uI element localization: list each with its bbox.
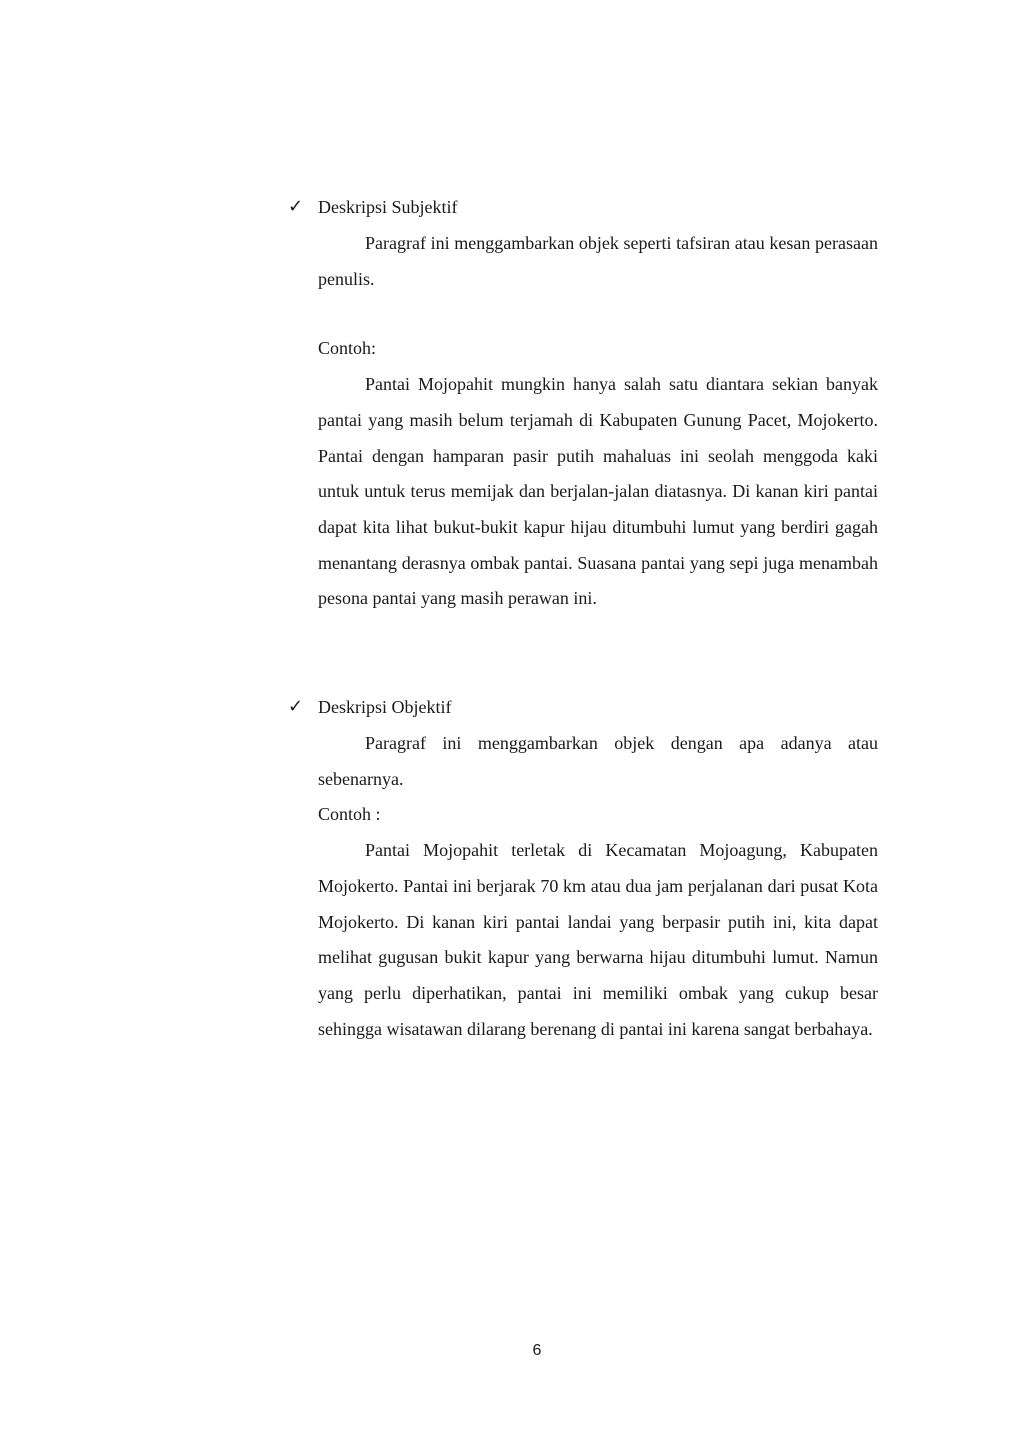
section-body [318, 226, 878, 617]
page-number: 6 [532, 1342, 542, 1359]
section-heading [288, 693, 880, 721]
section-deskripsi-objektif [288, 693, 880, 1047]
checkmark-icon: ✓ [288, 196, 304, 217]
section-body [318, 726, 878, 1047]
definition-paragraph: Paragraf ini menggambarkan objek dengan apa adanya atau sebenarnya. [318, 733, 878, 789]
example-paragraph: Pantai Mojopahit terletak di Kecamatan Mojoagung, Kabupaten Mojokerto. Pantai ini berjarak 70 km atau dua jam perjalanan dari pusat Kota Mojokerto. Di kanan kiri pantai landai yang berpasir putih ini, kita dapat melihat gugusan bukit kapur yang berwarna hijau ditumbuhi lumut. Namun yang perlu diperhatikan, pantai ini memiliki ombak yang cukup besar sehingga wisatawan dilarang berenang di pantai ini karena sangat berbahaya. [318, 840, 878, 1039]
section-heading [288, 193, 880, 221]
section-deskripsi-subjektif [288, 193, 880, 617]
heading-text: Deskripsi Subjektif [318, 196, 458, 217]
example-label: Contoh: [318, 338, 377, 359]
checkmark-icon: ✓ [288, 696, 304, 717]
heading-text: Deskripsi Objektif [318, 696, 452, 717]
example-label: Contoh : [318, 804, 381, 825]
example-paragraph: Pantai Mojopahit mungkin hanya salah satu diantara sekian banyak pantai yang masih belum terjamah di Kabupaten Gunung Pacet, Mojokerto. Pantai dengan hamparan pasir putih mahaluas ini seolah menggoda kaki untuk untuk terus memijak dan berjalan-jalan diatasnya. Di kanan kiri pantai dapat kita lihat bukut-bukit kapur hijau ditumbuhi lumut yang berdiri gagah menantang derasnya ombak pantai. Suasana pantai yang sepi juga menambah pesona pantai yang masih perawan ini. [318, 374, 878, 609]
definition-paragraph: Paragraf ini menggambarkan objek seperti tafsiran atau kesan perasaan penulis. [318, 233, 878, 289]
